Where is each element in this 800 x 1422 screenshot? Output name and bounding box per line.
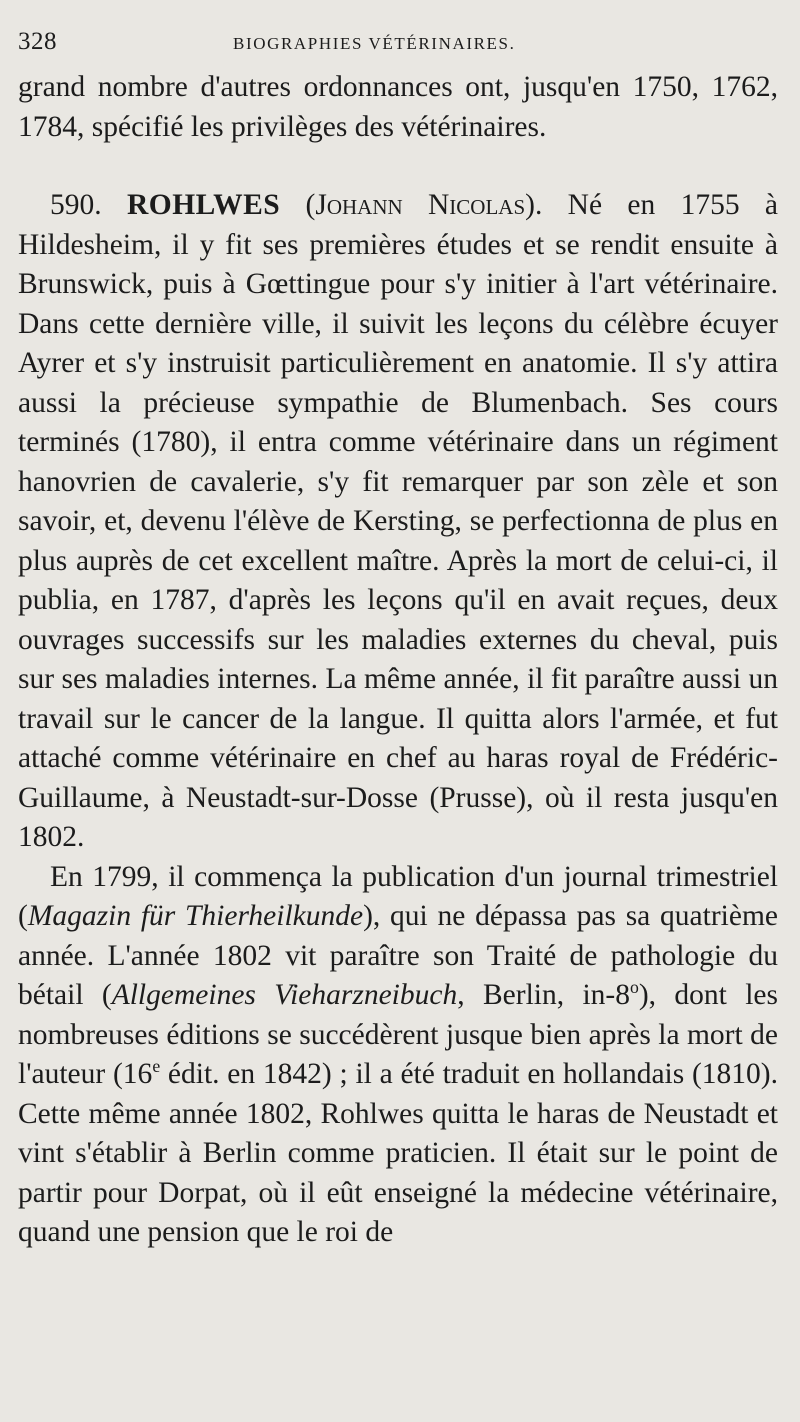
superscript-e: e xyxy=(152,1056,161,1077)
page-header xyxy=(18,22,778,68)
open-paren: ( xyxy=(305,189,316,221)
paragraph-text-1: En 1799, il commença la publication d'un journal trimestriel ( xyxy=(18,860,778,932)
body-text xyxy=(18,68,778,1253)
paragraph-text-3: , Berlin, in-8 xyxy=(457,979,630,1011)
entry-name: ROHLWES xyxy=(126,189,281,221)
paragraph-text-4: ), dont les nombreuses éditions se succédèrent jusque bien après la mort de l'auteur (16 xyxy=(18,979,778,1090)
entry-number: 590. xyxy=(50,189,102,221)
continued-paragraph: grand nombre d'autres ordonnances ont, jusqu'en 1750, 1762, 1784, spécifié les privilèges des vétérinaires. xyxy=(18,71,778,143)
paragraph-text-5: édit. en 1842) ; il a été traduit en hollandais (1810). Cette même année 1802, Rohlwes quitta le haras de Neustadt et vint s'établir à Berlin comme praticien. Il était sur le point de partir pour Dorpat, où il eût enseigné la médecine vétérinaire, quand une pension que le roi de xyxy=(18,1058,778,1248)
entry-forenames: Johann Nicolas xyxy=(315,189,526,221)
superscript-o: o xyxy=(629,977,639,998)
second-paragraph xyxy=(18,858,778,1253)
running-title: BIOGRAPHIES VÉTÉRINAIRES. xyxy=(233,34,516,53)
book-title: Allgemeines Vieharzneibuch xyxy=(111,979,458,1011)
paragraph-text-2: ), qui ne dépassa pas sa quatrième année. L'année 1802 vit paraître son Traité de pathologie du bétail ( xyxy=(18,900,778,1011)
entry-paragraph xyxy=(18,186,778,858)
magazine-title: Magazin für Thierheilkunde xyxy=(27,900,364,932)
entry-body: ). Né en 1755 à Hildesheim, il y fit ses premières études et se rendit ensuite à Brunswick, puis à Gœttingue pour s'y initier à l'art vétérinaire. Dans cette dernière ville, il suivit les leçons du célèbre écuyer Ayrer et s'y instruisit particulièrement en anatomie. Il s'y attira aussi la précieuse sympathie de Blumenbach. Ses cours terminés (1780), il entra comme vétérinaire dans un régiment hanovrien de cavalerie, s'y fit remarquer par son zèle et son savoir, et, devenu l'élève de Kersting, se perfectionna de plus en plus auprès de cet excellent maître. Après la mort de celui-ci, il publia, en 1787, d'après les leçons qu'il en avait reçues, deux ouvrages successifs sur les maladies externes du cheval, puis sur ses maladies internes. La même année, il fit paraître aussi un travail sur le cancer de la langue. Il quitta alors l'armée, et fut attaché comme vétérinaire en chef au haras royal de Frédéric-Guillaume, à Neustadt-sur-Dosse (Prusse), où il resta jusqu'en 1802. xyxy=(18,189,778,853)
page-number: 328 xyxy=(18,28,57,55)
